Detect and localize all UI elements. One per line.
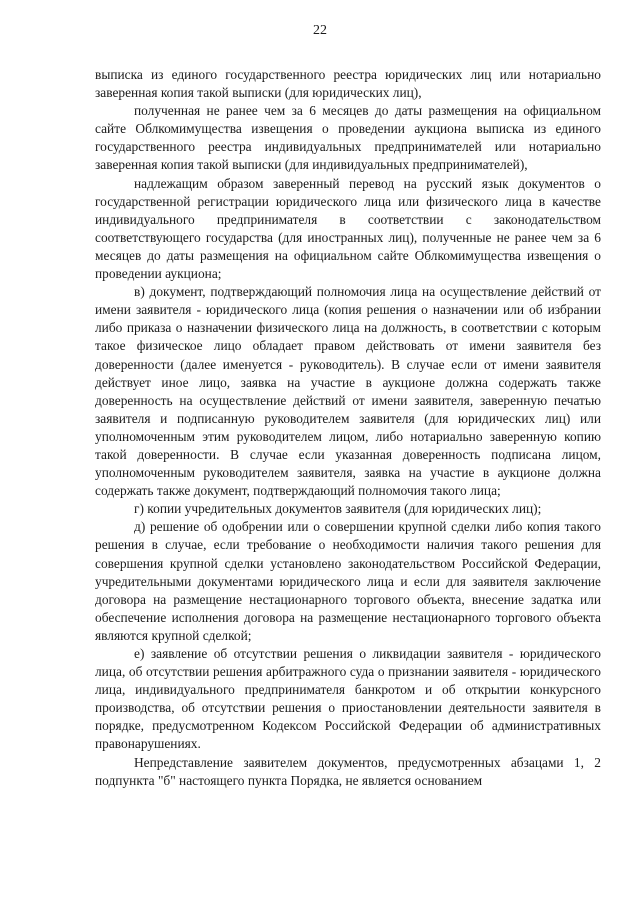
document-body (95, 66, 601, 790)
paragraph-item-e-no-liquidation-statement: е) заявление об отсутствии решения о ликвидации заявителя - юридического лица, об отсутствии решения арбитражного суда о признании заявителя - юридического лица, индивидуального предпринимателя банкротом и об открытии конкурсного производства, об отсутствии решения о приостановлении деятельности заявителя в порядке, предусмотренном Кодексом Российской Федерации об административных правонарушениях. (95, 646, 601, 752)
paragraph-item-g-charter-documents: г) копии учредительных документов заявителя (для юридических лиц); (134, 501, 542, 517)
paragraph-translation-foreign: надлежащим образом заверенный перевод на русский язык документов о государственной регистрации юридического лица или физического лица в качестве индивидуального предпринимателя в соответствии с законодательством соответствующего государства (для иностранных лиц), полученные не ранее чем за 6 месяцев до даты размещения на официальном сайте Облкомимущества извещения о проведении аукциона; (95, 175, 601, 282)
paragraph-non-submission: Непредставление заявителем документов, предусмотренных абзацами 1, 2 подпункта "б" настоящего пункта Порядка, не является основанием (95, 754, 601, 788)
paragraph-extract-entrepreneurs: полученная не ранее чем за 6 месяцев до даты размещения на официальном сайте Облкомимущества извещения о проведении аукциона выписка из единого государственного реестра индивидуальных предпринимателей или нотариально заверенная копия такой выписки (для индивидуальных предпринимателей), (95, 103, 601, 173)
paragraph-item-v-authority-document: в) документ, подтверждающий полномочия лица на осуществление действий от имени заявителя - юридического лица (копия решения о назначении или об избрании либо приказа о назначении физического лица на должность, в соответствии с которым такое физическое лицо обладает правом действовать от имени заявителя без доверенности (далее именуется - руководитель). В случае если от имени заявителя действует иное лицо, заявка на участие в аукционе должна содержать также доверенность на осуществление действий от имени заявителя, заверенную печатью заявителя и подписанную руководителем заявителя (для юридических лиц) или уполномоченным этим руководителем лицом, либо нотариально заверенную копию такой доверенности. В случае если указанная доверенность подписана лицом, уполномоченным руководителем заявителя, заявка на участие в аукционе должна содержать также документ, подтверждающий полномочия такого лица; (95, 284, 601, 499)
paragraph-item-d-major-transaction: д) решение об одобрении или о совершении крупной сделки либо копия такого решения в случае, если требование о необходимости наличия такого решения для совершения крупной сделки установлено законодательством Российской Федерации, учредительными документами юридического лица и если для заявителя заключение договора на размещение нестационарного торгового объекта, внесение задатка или обеспечение исполнения договора на размещение нестационарного торгового объекта являются крупной сделкой; (95, 519, 601, 643)
paragraph-extract-legal-entities: выписка из единого государственного реестра юридических лиц или нотариально заверенная копия такой выписки (для юридических лиц), (95, 67, 601, 101)
page-number: 22 (313, 23, 327, 38)
